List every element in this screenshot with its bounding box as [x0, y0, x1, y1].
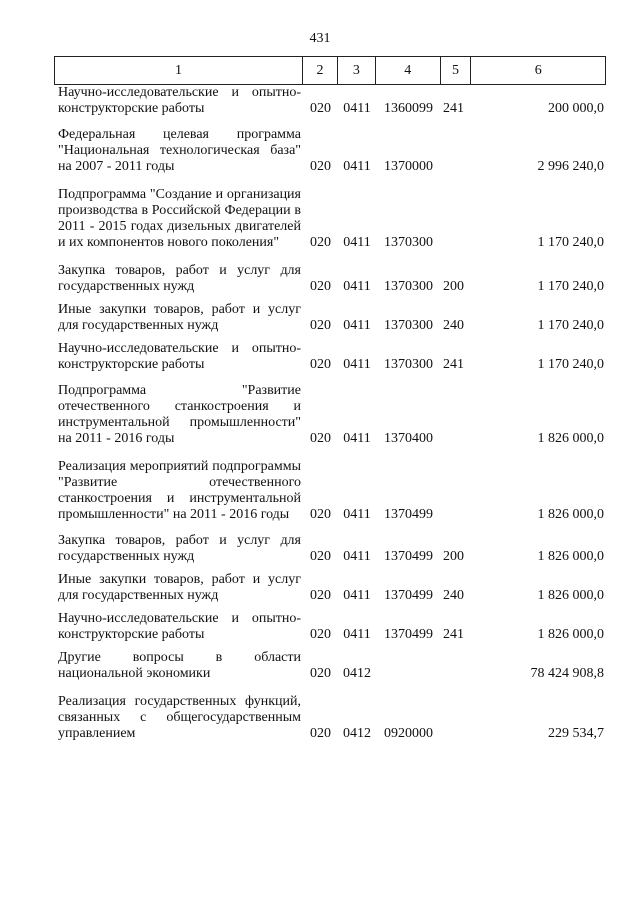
table-row: [54, 85, 606, 117]
row-target-article: 1370499: [384, 627, 433, 642]
row-section: 0411: [343, 431, 371, 446]
table-row: [54, 383, 606, 447]
table-row: [54, 341, 606, 373]
column-header-2: 2: [303, 57, 338, 84]
row-section: 0411: [343, 357, 371, 372]
row-section: 0411: [343, 101, 371, 116]
row-description: Реализация мероприятий подпрограммы "Развитие отечественного станкостроения и инструментальной промышленности" на 2011 - 2016 годы: [58, 459, 301, 522]
column-header-5: 5: [441, 57, 472, 84]
row-ved: 020: [310, 279, 331, 294]
row-target-article: 1370000: [384, 159, 433, 174]
column-header-3: 3: [338, 57, 376, 84]
row-description: Иные закупки товаров, работ и услуг для государственных нужд: [58, 302, 301, 333]
table-row: [54, 459, 606, 523]
table-row: [54, 187, 606, 251]
table-row: [54, 650, 606, 682]
row-target-article: 1370300: [384, 235, 433, 250]
row-description: Научно-исследовательские и опытно-конструкторские работы: [58, 85, 301, 116]
row-ved: 020: [310, 101, 331, 116]
column-header-1: 1: [55, 57, 303, 84]
row-amount: 229 534,7: [548, 726, 604, 741]
row-amount: 2 996 240,0: [537, 159, 604, 174]
row-amount: 1 170 240,0: [537, 279, 604, 294]
row-ved: 020: [310, 235, 331, 250]
row-expense-type: 240: [443, 588, 464, 603]
row-expense-type: 241: [443, 357, 464, 372]
row-amount: 200 000,0: [548, 101, 604, 116]
row-description: Научно-исследовательские и опытно-конструкторские работы: [58, 341, 301, 372]
row-section: 0411: [343, 279, 371, 294]
row-amount: 1 170 240,0: [537, 357, 604, 372]
column-header-6: 6: [534, 63, 542, 78]
row-description: Реализация государственных функций, связанных с общегосударственным управлением: [58, 694, 301, 741]
row-ved: 020: [310, 318, 331, 333]
row-ved: 020: [310, 431, 331, 446]
row-target-article: 1360099: [384, 101, 433, 116]
row-ved: 020: [310, 357, 331, 372]
row-target-article: 1370400: [384, 431, 433, 446]
row-section: 0411: [343, 588, 371, 603]
row-amount: 1 170 240,0: [537, 235, 604, 250]
row-section: 0412: [343, 666, 371, 681]
row-section: 0412: [343, 726, 371, 741]
row-description: Научно-исследовательские и опытно-конструкторские работы: [58, 611, 301, 642]
table-row: [54, 533, 606, 565]
table-row: [54, 694, 606, 742]
row-amount: 1 826 000,0: [537, 627, 604, 642]
row-description: Закупка товаров, работ и услуг для государственных нужд: [58, 263, 301, 294]
row-target-article: 0920000: [384, 726, 433, 741]
row-description: Подпрограмма "Развитие отечественного станкостроения и инструментальной промышленности" на 2011 - 2016 годы: [58, 383, 301, 446]
row-expense-type: 241: [443, 101, 464, 116]
table-row: [54, 127, 606, 175]
row-section: 0411: [343, 627, 371, 642]
row-amount: 78 424 908,8: [530, 666, 604, 681]
table-row: [54, 611, 606, 643]
row-target-article: 1370499: [384, 588, 433, 603]
row-ved: 020: [310, 627, 331, 642]
row-ved: 020: [310, 507, 331, 522]
row-section: 0411: [343, 318, 371, 333]
row-amount: 1 826 000,0: [537, 507, 604, 522]
row-amount: 1 826 000,0: [537, 588, 604, 603]
row-ved: 020: [310, 726, 331, 741]
row-section: 0411: [343, 507, 371, 522]
row-section: 0411: [343, 549, 371, 564]
row-description: Другие вопросы в области национальной экономики: [58, 650, 301, 681]
row-ved: 020: [310, 549, 331, 564]
row-ved: 020: [310, 159, 331, 174]
table-row: [54, 302, 606, 334]
row-amount: 1 170 240,0: [537, 318, 604, 333]
row-target-article: 1370499: [384, 507, 433, 522]
row-target-article: 1370300: [384, 318, 433, 333]
row-expense-type: 200: [443, 549, 464, 564]
table-header: [54, 56, 606, 85]
table-body: [54, 85, 606, 742]
row-ved: 020: [310, 666, 331, 681]
row-description: Закупка товаров, работ и услуг для государственных нужд: [58, 533, 301, 564]
row-description: Подпрограмма "Создание и организация производства в Российской Федерации в 2011 - 2015 годах дизельных двигателей и их компонентов нового поколения": [58, 187, 301, 250]
row-section: 0411: [343, 159, 371, 174]
table-row: [54, 572, 606, 604]
row-expense-type: 240: [443, 318, 464, 333]
table-row: [54, 263, 606, 295]
row-amount: 1 826 000,0: [537, 431, 604, 446]
row-description: Федеральная целевая программа "Национальная технологическая база" на 2007 - 2011 годы: [58, 127, 301, 174]
page-number: 431: [309, 31, 331, 46]
row-expense-type: 241: [443, 627, 464, 642]
row-description: Иные закупки товаров, работ и услуг для государственных нужд: [58, 572, 301, 603]
row-section: 0411: [343, 235, 371, 250]
row-target-article: 1370300: [384, 357, 433, 372]
row-ved: 020: [310, 588, 331, 603]
row-target-article: 1370300: [384, 279, 433, 294]
row-amount: 1 826 000,0: [537, 549, 604, 564]
row-target-article: 1370499: [384, 549, 433, 564]
row-expense-type: 200: [443, 279, 464, 294]
column-header-4: 4: [376, 57, 441, 84]
